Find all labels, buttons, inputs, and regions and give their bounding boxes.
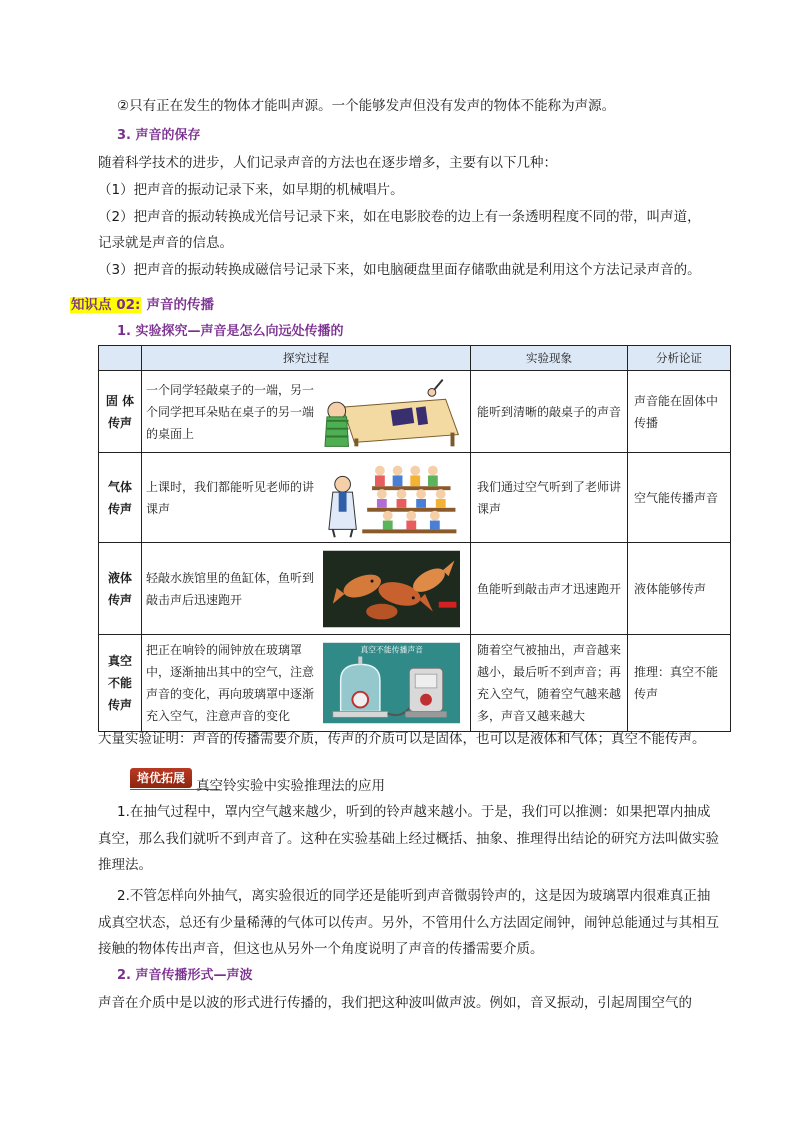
row-label [99,543,142,635]
row-label-line: 传声 [107,698,132,712]
process-text: 把正在响铃的闹钟放在玻璃罩中，逐渐抽出其中的空气，注意声音的变化，再向玻璃罩中逐渐充入空气，注意声音的变化 [146,643,315,723]
extension-line: 接触的物体传出声音，但这也从另外一个角度说明了声音的传播需要介质。 [98,941,544,957]
extension-title: 真空铃实验中实验推理法的应用 [196,778,385,794]
intro-line: ②只有正在发生的物体才能叫声源。一个能够发声但没有发声的物体不能称为声源。 [117,98,616,114]
table-header-cell [99,346,142,371]
extension-line: 1.在抽气过程中，罩内空气越来越少，听到的铃声越来越小。于是，我们可以推测：如果把罩内抽成 [117,804,711,820]
analysis-cell [628,635,731,732]
row-label-line: 气体 [107,479,132,494]
table-header-cell: 实验现象 [471,346,628,371]
table-row [99,635,731,732]
phenomenon-text: 鱼能听到敲击声才迅速跑开 [477,581,622,596]
analysis-cell [628,453,731,543]
extension-line: 真空，那么我们就听不到声音了。这种在实验基础上经过概括、抽象、推理得出结论的研究方法叫做实验 [98,831,719,847]
desk-listening-illustration-icon [323,377,460,447]
vacuum-bell-jar-illustration-icon [323,642,460,724]
row-label-line: 传声 [107,592,132,607]
process-cell [142,371,471,453]
row-label-line: 液体 [107,570,132,585]
section-heading-sound-storage: 3. 声音的保存 [117,128,201,143]
phenomenon-text: 随着空气被抽出，声音越来越小，最后听不到声音；再充入空气，随着空气越来越多，声音又越来越大 [477,643,622,723]
row-label [99,371,142,453]
phenomenon-cell [471,543,628,635]
process-cell [142,543,471,635]
image-caption: 真空不能传播声音 [360,645,423,655]
table-header-row [99,346,731,371]
extension-badge: 培优拓展 [130,768,192,788]
phenomenon-cell [471,635,628,732]
phenomenon-text: 我们通过空气听到了老师讲课声 [477,479,622,516]
row-label [99,635,142,732]
extension-line: 推理法。 [98,857,152,873]
row-label-line: 真空 [107,654,132,668]
analysis-text: 空气能传播声音 [634,490,719,505]
paragraph-line: （3）把声音的振动转换成磁信号记录下来，如电脑硬盘里面存储歌曲就是利用这个方法记录声音的。 [98,262,701,278]
paragraph-line: 声音在介质中是以波的形式进行传播的，我们把这种波叫做声波。例如，音叉振动，引起周围空气的 [98,995,692,1011]
fish-photo-icon [323,550,460,628]
phenomenon-cell [471,371,628,453]
knowledge-point-tag: 知识点 02: [71,297,141,313]
analysis-text: 液体能够传声 [634,581,707,596]
row-label [99,453,142,543]
paragraph-line: （2）把声音的振动转换成光信号记录下来，如在电影胶卷的边上有一条透明程度不同的带，叫声道， [98,209,701,225]
analysis-cell [628,543,731,635]
row-label-line: 传声 [107,415,132,430]
paragraph-line: 记录就是声音的信息。 [98,235,233,251]
subheading-sound-wave: 2. 声音传播形式—声波 [117,968,253,983]
extension-line: 2.不管怎样向外抽气，离实验很近的同学还是能听到声音微弱铃声的，这是因为玻璃罩内很难真正抽 [117,888,711,904]
experiment-table [98,345,731,732]
extension-line: 成真空状态，总还有少量稀薄的气体可以传声。另外，不管用什么方法固定闹钟，闹钟总能通过与其相互 [98,915,719,931]
conclusion-line: 大量实验证明：声音的传播需要介质，传声的介质可以是固体，也可以是液体和气体；真空不能传声。 [98,731,706,747]
row-label-line: 传声 [107,501,132,516]
process-cell [142,453,471,543]
subheading-experiment: 1. 实验探究—声音是怎么向远处传播的 [117,324,344,339]
analysis-text: 推理：真空不能传声 [634,665,719,701]
process-text: 上课时，我们都能听见老师的讲课声 [146,479,315,516]
table-row [99,453,731,543]
knowledge-point-title: 声音的传播 [146,297,214,313]
paragraph-line: （1）把声音的振动记录下来，如早期的机械唱片。 [98,182,404,198]
knowledge-point-heading [70,293,214,313]
table-row [99,371,731,453]
phenomenon-text: 能听到清晰的敲桌子的声音 [477,404,622,419]
table-header-cell: 分析论证 [628,346,731,371]
row-label-line: 不能 [107,676,132,690]
paragraph-line: 随着科学技术的进步，人们记录声音的方法也在逐步增多，主要有以下几种： [98,155,557,171]
table-header-cell: 探究过程 [142,346,471,371]
row-label-line: 固 体 [105,393,135,408]
phenomenon-cell [471,453,628,543]
analysis-text: 声音能在固体中传播 [634,393,719,430]
classroom-illustration-icon [323,458,460,538]
process-text: 一个同学轻敲桌子的一端，另一个同学把耳朵贴在桌子的另一端的桌面上 [146,382,315,441]
table-row [99,543,731,635]
analysis-cell [628,371,731,453]
process-cell [142,635,471,732]
process-text: 轻敲水族馆里的鱼缸体，鱼听到敲击声后迅速跑开 [146,570,315,607]
